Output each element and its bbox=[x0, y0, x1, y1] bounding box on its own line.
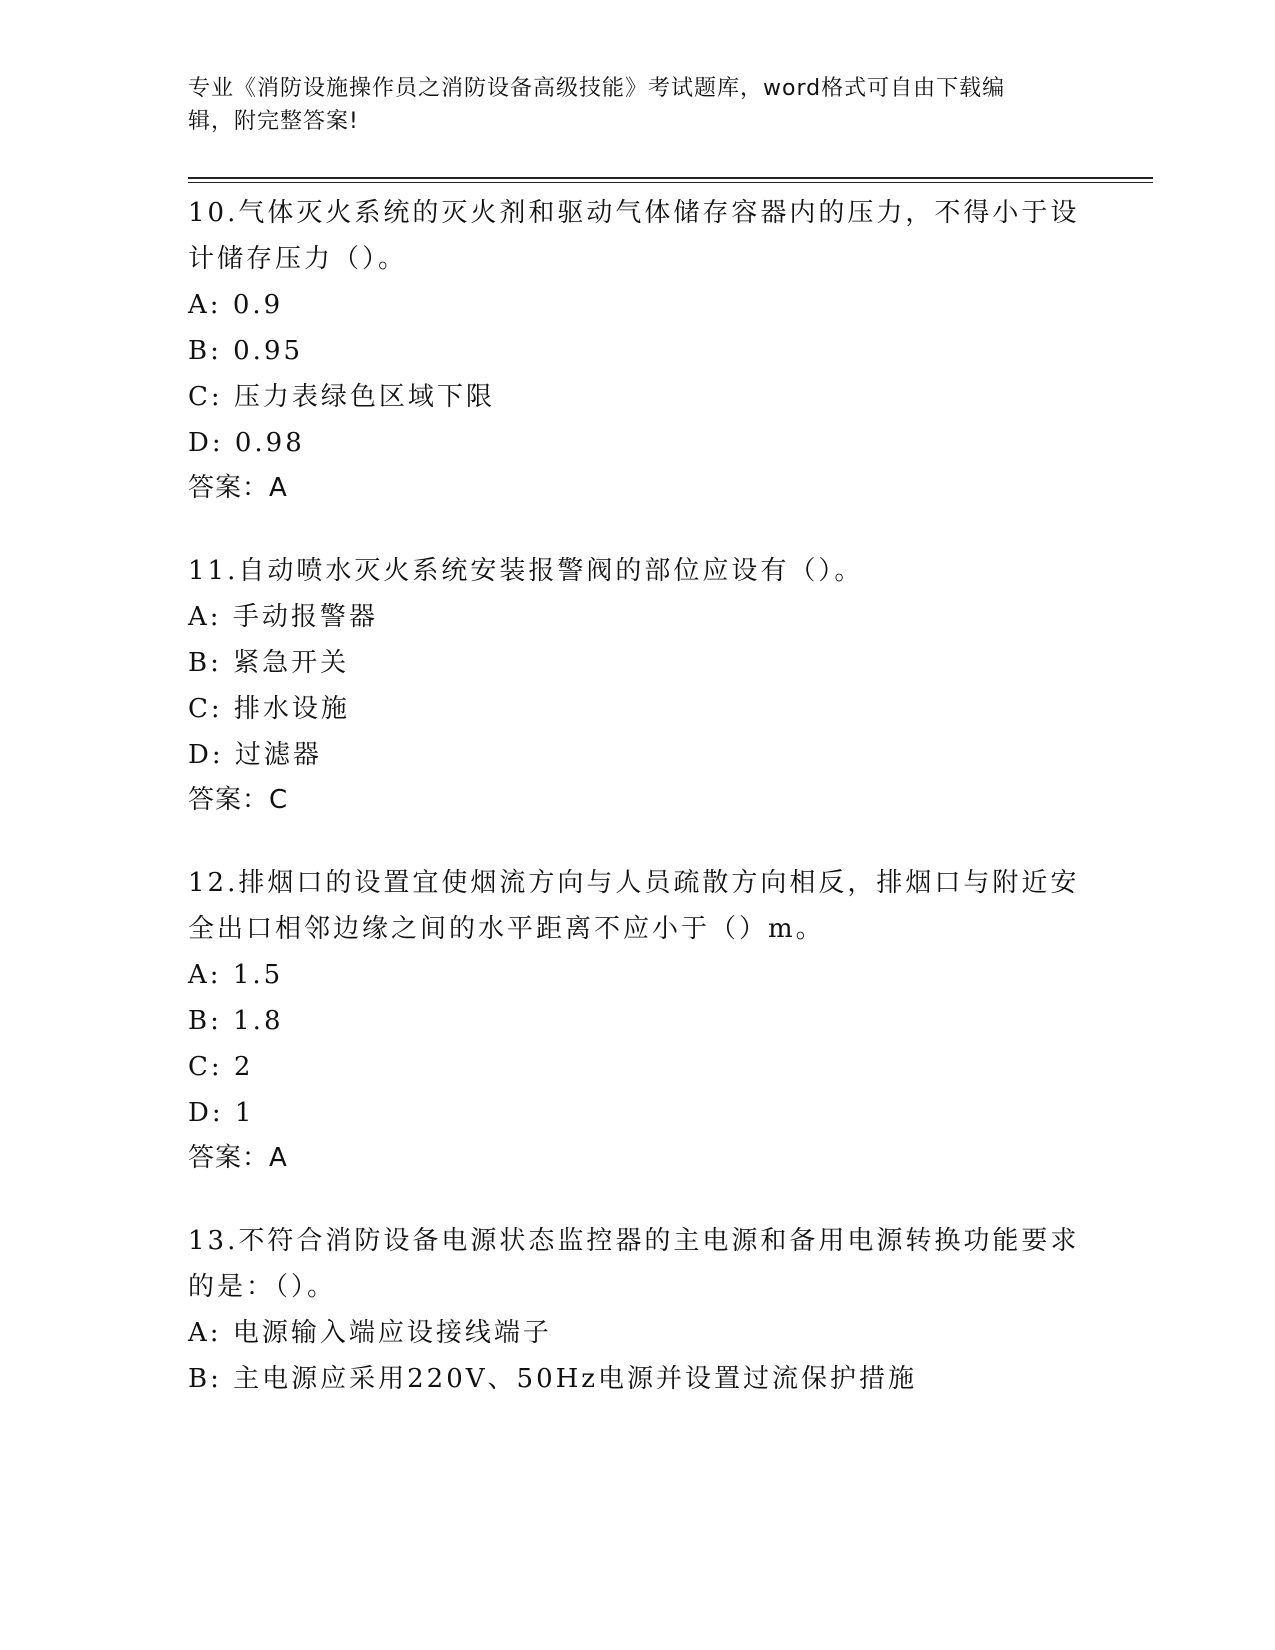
option-a bbox=[188, 952, 1088, 998]
option-key: A: bbox=[188, 960, 222, 990]
option-text: 1.5 bbox=[232, 960, 284, 990]
option-text: 紧急开关 bbox=[233, 648, 350, 678]
option-d bbox=[188, 1090, 1088, 1136]
option-b bbox=[188, 998, 1088, 1044]
option-d bbox=[188, 420, 1088, 466]
option-d bbox=[188, 732, 1088, 778]
option-text: 主电源应采用220V、50Hz电源并设置过流保护措施 bbox=[233, 1364, 917, 1394]
option-key: B: bbox=[188, 1006, 222, 1036]
option-key: A: bbox=[188, 290, 222, 320]
question-stem: 12.排烟口的设置宜使烟流方向与人员疏散方向相反，排烟口与附近安全出口相邻边缘之间的水平距离不应小于（）m。 bbox=[188, 868, 1080, 944]
question-11 bbox=[188, 548, 1088, 822]
option-a bbox=[188, 1310, 1088, 1356]
option-text: 1.8 bbox=[233, 1006, 284, 1036]
header-divider-thin bbox=[188, 182, 1153, 183]
option-key: D: bbox=[188, 740, 224, 770]
option-b bbox=[188, 328, 1088, 374]
option-text: 2 bbox=[233, 1052, 254, 1082]
option-key: A: bbox=[188, 1318, 222, 1348]
option-key: C: bbox=[188, 382, 223, 412]
option-b bbox=[188, 640, 1088, 686]
option-b bbox=[188, 1356, 1088, 1402]
option-a bbox=[188, 282, 1088, 328]
option-key: A: bbox=[188, 602, 222, 632]
option-key: D: bbox=[188, 428, 224, 458]
question-stem: 10.气体灭火系统的灭火剂和驱动气体储存容器内的压力，不得小于设计储存压力（）。 bbox=[188, 198, 1080, 274]
option-text: 1 bbox=[234, 1098, 255, 1128]
answer-line: 答案：A bbox=[188, 1143, 288, 1173]
option-text: 0.9 bbox=[232, 290, 284, 320]
option-c bbox=[188, 374, 1088, 420]
question-stem: 11.自动喷水灭火系统安装报警阀的部位应设有（）。 bbox=[188, 556, 864, 586]
question-10 bbox=[188, 190, 1088, 510]
header-line-2: 辑，附完整答案! bbox=[188, 109, 359, 134]
header-line-1: 专业《消防设施操作员之消防设备高级技能》考试题库，word格式可自由下载编 bbox=[188, 76, 1006, 101]
option-key: B: bbox=[188, 1364, 222, 1394]
option-key: C: bbox=[188, 1052, 223, 1082]
option-text: 过滤器 bbox=[234, 740, 322, 770]
option-c bbox=[188, 1044, 1088, 1090]
question-13 bbox=[188, 1218, 1088, 1402]
option-text: 电源输入端应设接线端子 bbox=[232, 1318, 552, 1348]
header-divider-thick bbox=[188, 177, 1153, 179]
answer-line: 答案：C bbox=[188, 785, 289, 815]
option-key: D: bbox=[188, 1098, 224, 1128]
option-a bbox=[188, 594, 1088, 640]
question-list bbox=[188, 190, 1088, 1440]
option-text: 压力表绿色区域下限 bbox=[233, 382, 495, 412]
question-stem: 13.不符合消防设备电源状态监控器的主电源和备用电源转换功能要求的是：（）。 bbox=[188, 1226, 1080, 1302]
option-c bbox=[188, 686, 1088, 732]
option-key: B: bbox=[188, 336, 222, 366]
question-12 bbox=[188, 860, 1088, 1180]
option-key: C: bbox=[188, 694, 223, 724]
option-text: 0.95 bbox=[233, 336, 304, 366]
option-key: B: bbox=[188, 648, 222, 678]
answer-line: 答案：A bbox=[188, 473, 288, 503]
option-text: 0.98 bbox=[234, 428, 305, 458]
option-text: 排水设施 bbox=[233, 694, 350, 724]
option-text: 手动报警器 bbox=[232, 602, 378, 632]
document-header bbox=[188, 72, 1068, 138]
